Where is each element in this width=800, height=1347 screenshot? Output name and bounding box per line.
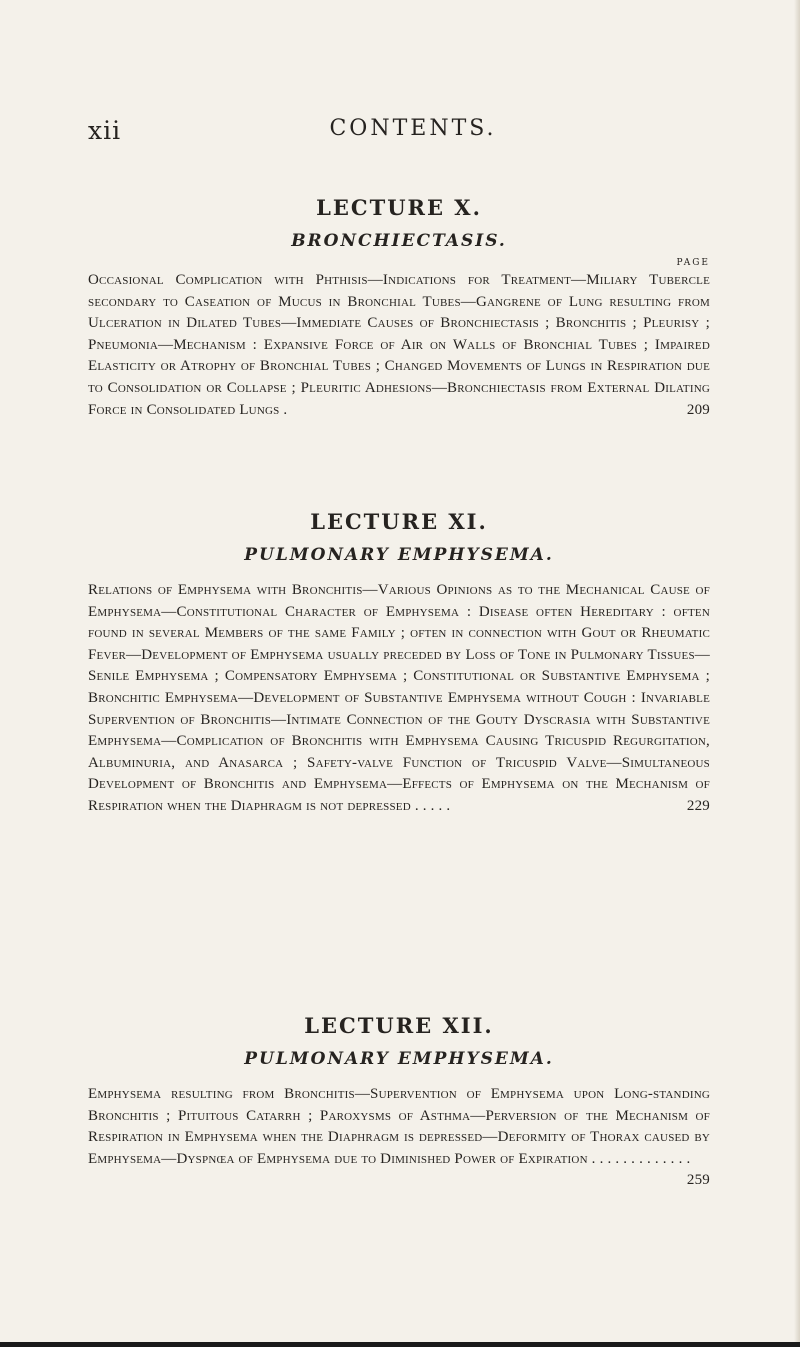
dot-leader: . (283, 401, 288, 418)
lecture-summary (88, 270, 710, 421)
scan-bottom-border (0, 1342, 800, 1347)
lecture-xi (88, 504, 710, 818)
page-number: 229 (686, 797, 710, 814)
lecture-heading: LECTURE XI. (310, 509, 488, 534)
page-number: 209 (686, 401, 710, 418)
page-folio: xii (88, 116, 122, 145)
dot-leader: . . . . . . . . . . . . . (591, 1150, 691, 1167)
lecture-heading: LECTURE X. (316, 195, 482, 220)
lecture-summary (88, 580, 710, 818)
lecture-subject: PULMONARY EMPHYSEMA. (244, 545, 554, 565)
running-title: CONTENTS. (329, 116, 497, 141)
summary-text: Emphysema resulting from Bronchitis—Supervention of Emphysema upon Long-standing Bronchitis ; Pituitous Catarrh ; Paroxysms of Asthma—Perversion of the Mechanism of Respiration in Emphysema when the Diaphragm is depressed—Deformity of Thorax caused by Emphysema—Dyspnœa of Emphysema due to Diminished Power of Expiration (88, 1086, 710, 1167)
page-edge-shadow (794, 0, 800, 1347)
dot-leader: . . . . . (414, 797, 451, 814)
lecture-subject: BRONCHIECTASIS. (291, 231, 507, 251)
running-head (88, 116, 738, 146)
page-column-label: PAGE (676, 258, 710, 268)
lecture-summary (88, 1084, 710, 1189)
lecture-heading: LECTURE XII. (304, 1013, 494, 1038)
page-number: 259 (686, 1172, 710, 1189)
lecture-x (88, 190, 710, 421)
lecture-subject: PULMONARY EMPHYSEMA. (244, 1049, 554, 1069)
summary-text: Relations of Emphysema with Bronchitis—Various Opinions as to the Mechanical Cause of Emphysema—Constitutional Character of Emphysema : Disease often Hereditary : often found in several Members of the same Family ; often in connection with Gout or Rheumatic Fever—Development of Emphysema usually preceded by Loss of Tone in Pulmonary Tissues—Senile Emphysema ; Compensatory Emphysema ; Constitutional or Substantive Emphysema ; Bronchitic Emphysema—Development of Substantive Emphysema without Cough : Invariable Supervention of Bronchitis—Intimate Connection of the Gouty Dyscrasia with Substantive Emphysema—Complication of Bronchitis with Emphysema Causing Tricuspid Regurgitation, Albuminuria, and Anasarca ; Safety-valve Function of Tricuspid Valve—Simultaneous Development of Bronchitis and Emphysema—Effects of Emphysema on the Mechanism of Respiration when the Diaphragm is not depressed (88, 582, 710, 814)
lecture-xii (88, 1008, 710, 1192)
summary-text: Occasional Complication with Phthisis—Indications for Treatment—Miliary Tubercle secondary to Caseation of Mucus in Bronchial Tubes—Gangrene of Lung resulting from Ulceration in Dilated Tubes—Immediate Causes of Bronchiectasis ; Bronchitis ; Pleurisy ; Pneumonia—Mechanism : Expansive Force of Air on Walls of Bronchial Tubes ; Impaired Elasticity or Atrophy of Bronchial Tubes ; Changed Movements of Lungs in Respiration due to Consolidation or Collapse ; Pleuritic Adhesions—Bronchiectasis from External Dilating Force in Consolidated Lungs (88, 272, 710, 418)
